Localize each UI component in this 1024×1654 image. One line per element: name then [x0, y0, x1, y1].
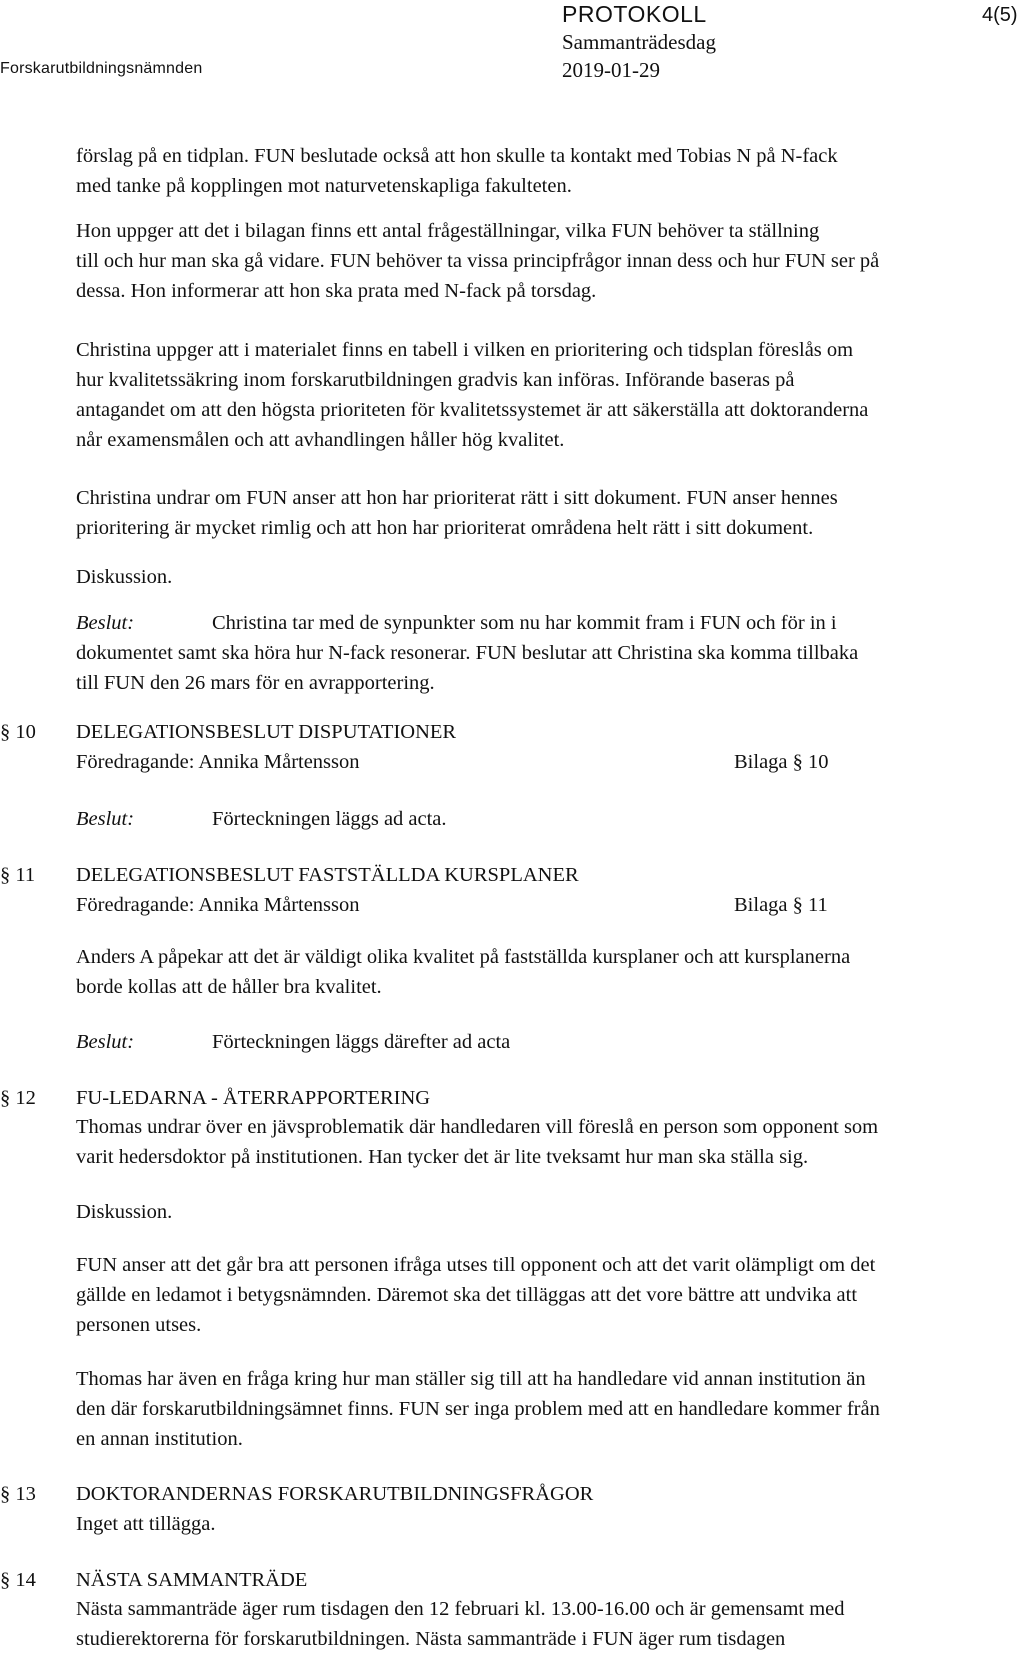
paragraph: FUN anser att det går bra att personen ifråga utses till opponent och att det varit olämpligt om det gällde en ledamot i betygsnämnden. Däremot ska det tilläggas att det vore bättre att undvika att personen utses.	[76, 1254, 876, 1336]
paragraph: Diskussion.	[76, 566, 173, 588]
paragraph: Anders A påpekar att det är väldigt olika kvalitet på fastställda kursplaner och att kursplanerna borde kollas att de håller bra kvalitet.	[76, 946, 851, 998]
paragraph: Inget att tillägga.	[76, 1513, 216, 1535]
presenter: Föredragande: Annika Mårtensson	[76, 894, 360, 916]
paragraph: Christina undrar om FUN anser att hon har prioriterat rätt i sitt dokument. FUN anser hennes prioritering är mycket rimlig och att hon har prioriterat områdena helt rätt i sitt dokument.	[76, 487, 838, 539]
meeting-date: 2019-01-29	[562, 58, 660, 82]
page-number: 4(5)	[982, 4, 1018, 26]
decision	[76, 608, 837, 638]
paragraph: Diskussion.	[76, 1201, 173, 1223]
attachment-ref: Bilaga § 11	[734, 894, 828, 916]
decision-text: Förteckningen läggs därefter ad acta	[212, 1031, 511, 1053]
paragraph: förslag på en tidplan. FUN beslutade också att hon skulle ta kontakt med Tobias N på N-fack med tanke på kopplingen mot naturvetenskapliga fakulteten.	[76, 145, 838, 197]
decision-label: Beslut:	[76, 612, 135, 634]
paragraph: Nästa sammanträde äger rum tisdagen den 12 februari kl. 13.00-16.00 och är gemensamt med studierektorerna för forskarutbildningen. Nästa sammanträde i FUN äger rum tisdagen	[76, 1598, 845, 1650]
attachment-ref: Bilaga § 10	[734, 751, 829, 773]
decision	[76, 1027, 510, 1057]
decision-text: Förteckningen läggs ad acta.	[212, 808, 447, 830]
section-number: § 11	[0, 864, 36, 886]
decision-text-continued: dokumentet samt ska höra hur N-fack resonerar. FUN beslutar att Christina ska komma tillbaka till FUN den 26 mars för en avrapportering.	[76, 642, 859, 694]
section-heading: DELEGATIONSBESLUT DISPUTATIONER	[76, 721, 457, 743]
section-heading: DELEGATIONSBESLUT FASTSTÄLLDA KURSPLANER	[76, 864, 579, 886]
section-number: § 14	[0, 1569, 36, 1591]
section-heading: FU-LEDARNA - ÅTERRAPPORTERING	[76, 1087, 431, 1109]
document-title: PROTOKOLL	[562, 1, 707, 27]
paragraph: Thomas undrar över en jävsproblematik där handledaren vill föreslå en person som opponent som varit hedersdoktor på institutionen. Han tycker det är lite tveksamt hur man ska ställa sig.	[76, 1116, 879, 1168]
organization-name: Forskarutbildningsnämnden	[0, 60, 203, 77]
section-number: § 10	[0, 721, 36, 743]
section-heading: NÄSTA SAMMANTRÄDE	[76, 1569, 308, 1591]
section-heading: DOKTORANDERNAS FORSKARUTBILDNINGSFRÅGOR	[76, 1483, 594, 1505]
paragraph: Hon uppger att det i bilagan finns ett antal frågeställningar, vilka FUN behöver ta ställning till och hur man ska gå vidare. FUN behöver ta vissa principfrågor innan dess och hur FUN ser på dessa. Hon informerar att hon ska prata med N-fack på torsdag.	[76, 220, 880, 302]
meeting-type: Sammanträdesdag	[562, 30, 716, 54]
section-number: § 13	[0, 1483, 36, 1505]
presenter: Föredragande: Annika Mårtensson	[76, 751, 360, 773]
decision	[76, 804, 447, 834]
decision-text: Christina tar med de synpunkter som nu har kommit fram i FUN och för in i	[212, 612, 837, 634]
decision-label: Beslut:	[76, 1031, 135, 1053]
paragraph: Christina uppger att i materialet finns en tabell i vilken en prioritering och tidsplan föreslås om hur kvalitetssäkring inom forskarutbildningen gradvis kan införas. Införande baseras på antagandet om att den högsta prioriteten för kvalitetssystemet är att säkerställa att doktoranderna når examensmålen och att avhandlingen håller hög kvalitet.	[76, 339, 869, 451]
section-number: § 12	[0, 1087, 36, 1109]
paragraph: Thomas har även en fråga kring hur man ställer sig till att ha handledare vid annan institution än den där forskarutbildningsämnet finns. FUN ser inga problem med att en handledare kommer från en annan institution.	[76, 1368, 880, 1450]
decision-label: Beslut:	[76, 808, 135, 830]
